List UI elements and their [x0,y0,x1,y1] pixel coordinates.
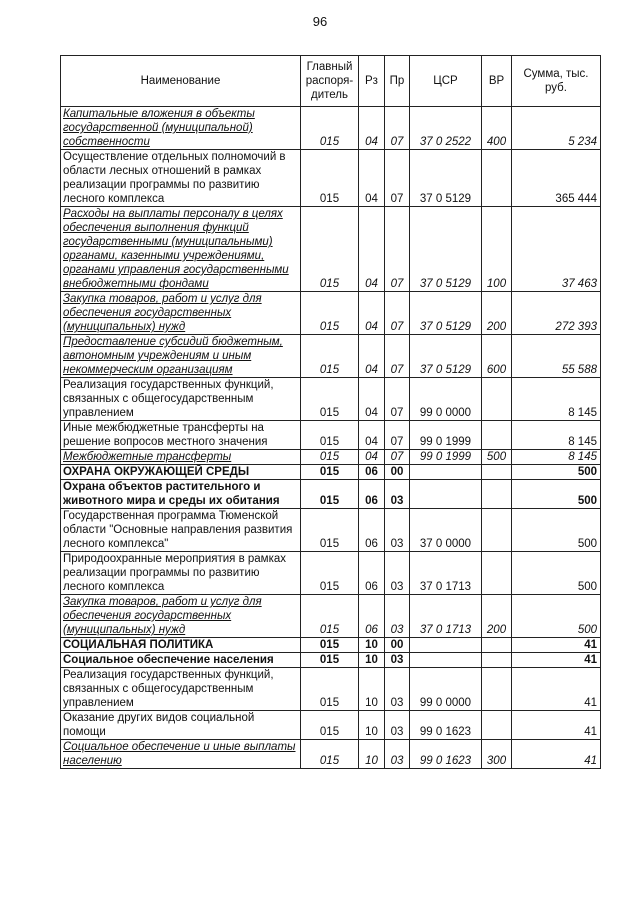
cell-admin: 015 [301,711,359,740]
table-row [61,595,601,638]
header-vr: ВР [482,56,512,107]
table-row [61,378,601,421]
cell-admin: 015 [301,552,359,595]
cell-rz: 06 [359,509,385,552]
cell-admin: 015 [301,207,359,292]
cell-vr [482,378,512,421]
cell-admin: 015 [301,595,359,638]
table-row [61,335,601,378]
cell-rz: 04 [359,207,385,292]
cell-pr: 07 [385,335,410,378]
cell-sum: 500 [512,465,601,480]
cell-pr: 03 [385,668,410,711]
cell-admin: 015 [301,107,359,150]
table-row [61,668,601,711]
cell-csr: 37 0 5129 [410,292,482,335]
cell-admin: 015 [301,450,359,465]
row-name: Осуществление отдельных полномочий в области лесных отношений в рамках реализации программы по развитию лесного комплекса [63,151,286,205]
row-name: Государственная программа Тюменской области "Основные направления развития лесного комплекса" [63,510,293,550]
cell-admin: 015 [301,668,359,711]
cell-sum: 37 463 [512,207,601,292]
cell-pr: 07 [385,421,410,450]
row-name: Природоохранные мероприятия в рамках реализации программы по развитию лесного комплекса [63,553,287,593]
cell-csr: 37 0 2522 [410,107,482,150]
row-name: ОХРАНА ОКРУЖАЮЩЕЙ СРЕДЫ [63,466,250,478]
header-sum: Сумма, тыс. руб. [512,56,601,107]
cell-vr [482,421,512,450]
table-row [61,421,601,450]
table-row [61,711,601,740]
cell-name [61,480,301,509]
cell-rz: 10 [359,740,385,769]
cell-sum: 41 [512,668,601,711]
cell-pr: 03 [385,595,410,638]
cell-name [61,292,301,335]
cell-pr: 03 [385,653,410,668]
row-name: Расходы на выплаты персоналу в целях обеспечения выполнения функций государственными (муниципальными) органами, казенными учреждениями, органами управления государственными внебюджетными фондами [63,208,289,290]
cell-rz: 10 [359,711,385,740]
cell-name [61,668,301,711]
cell-sum: 41 [512,638,601,653]
cell-pr: 07 [385,292,410,335]
cell-rz: 06 [359,465,385,480]
cell-rz: 04 [359,421,385,450]
row-name: Межбюджетные трансферты [63,451,232,463]
cell-pr: 03 [385,740,410,769]
cell-vr: 200 [482,595,512,638]
cell-sum: 55 588 [512,335,601,378]
cell-sum: 500 [512,552,601,595]
row-name: Закупка товаров, работ и услуг для обеспечения государственных (муниципальных) нужд [63,596,262,636]
budget-table [60,55,601,769]
cell-sum: 41 [512,740,601,769]
header-pr: Пр [385,56,410,107]
cell-pr: 03 [385,711,410,740]
cell-rz: 10 [359,653,385,668]
cell-pr: 07 [385,207,410,292]
row-name: Капитальные вложения в объекты государственной (муниципальной) собственности [63,108,255,148]
cell-sum: 500 [512,595,601,638]
cell-csr: 37 0 1713 [410,595,482,638]
row-name: Оказание других видов социальной помощи [63,712,255,738]
cell-vr: 100 [482,207,512,292]
cell-name [61,638,301,653]
cell-pr: 07 [385,450,410,465]
cell-rz: 04 [359,450,385,465]
cell-csr: 99 0 1623 [410,740,482,769]
cell-rz: 04 [359,335,385,378]
cell-pr: 00 [385,638,410,653]
cell-rz: 06 [359,552,385,595]
row-name: Закупка товаров, работ и услуг для обеспечения государственных (муниципальных) нужд [63,293,262,333]
row-name: СОЦИАЛЬНАЯ ПОЛИТИКА [63,639,214,651]
cell-pr: 07 [385,107,410,150]
table-row [61,107,601,150]
row-name: Реализация государственных функций, связанных с общегосударственным управлением [63,379,274,419]
cell-pr: 03 [385,552,410,595]
table-row [61,450,601,465]
cell-admin: 015 [301,740,359,769]
cell-admin: 015 [301,653,359,668]
table-header-row [61,56,601,107]
cell-csr: 99 0 1999 [410,450,482,465]
header-name: Наименование [61,56,301,107]
cell-pr: 07 [385,378,410,421]
page-number: 96 [312,14,328,29]
cell-vr [482,150,512,207]
cell-sum: 5 234 [512,107,601,150]
cell-admin: 015 [301,378,359,421]
cell-csr: 99 0 1999 [410,421,482,450]
cell-name [61,595,301,638]
cell-name [61,150,301,207]
cell-name [61,509,301,552]
cell-sum: 272 393 [512,292,601,335]
cell-rz: 06 [359,595,385,638]
table-row [61,207,601,292]
cell-pr: 03 [385,509,410,552]
cell-csr [410,638,482,653]
cell-pr: 07 [385,150,410,207]
cell-rz: 06 [359,480,385,509]
cell-admin: 015 [301,335,359,378]
cell-vr [482,509,512,552]
cell-csr: 37 0 5129 [410,207,482,292]
cell-sum: 8 145 [512,378,601,421]
cell-vr [482,638,512,653]
cell-admin: 015 [301,150,359,207]
cell-sum: 500 [512,509,601,552]
cell-sum: 8 145 [512,450,601,465]
cell-csr: 99 0 0000 [410,668,482,711]
table-row [61,150,601,207]
table-row [61,509,601,552]
cell-name [61,740,301,769]
cell-name [61,421,301,450]
cell-admin: 015 [301,509,359,552]
table-row [61,653,601,668]
cell-pr: 00 [385,465,410,480]
cell-name [61,207,301,292]
cell-csr: 99 0 0000 [410,378,482,421]
cell-csr: 37 0 5129 [410,335,482,378]
cell-rz: 04 [359,292,385,335]
cell-rz: 04 [359,150,385,207]
cell-sum: 41 [512,653,601,668]
row-name: Социальное обеспечение и иные выплаты населению [63,741,296,767]
cell-csr: 37 0 0000 [410,509,482,552]
cell-sum: 41 [512,711,601,740]
table-row [61,638,601,653]
cell-name [61,711,301,740]
cell-sum: 8 145 [512,421,601,450]
cell-vr: 200 [482,292,512,335]
table-row [61,480,601,509]
cell-name [61,552,301,595]
cell-csr: 37 0 1713 [410,552,482,595]
table-row [61,552,601,595]
cell-csr: 99 0 1623 [410,711,482,740]
cell-vr: 500 [482,450,512,465]
cell-rz: 04 [359,107,385,150]
table-row [61,465,601,480]
cell-vr [482,653,512,668]
row-name: Предоставление субсидий бюджетным, автономным учреждениям и иным некоммерческим организациям [63,336,283,376]
cell-admin: 015 [301,638,359,653]
cell-pr: 03 [385,480,410,509]
cell-rz: 10 [359,638,385,653]
cell-sum: 500 [512,480,601,509]
cell-name [61,378,301,421]
cell-vr: 600 [482,335,512,378]
cell-vr: 300 [482,740,512,769]
cell-sum: 365 444 [512,150,601,207]
cell-vr: 400 [482,107,512,150]
cell-vr [482,465,512,480]
cell-rz: 10 [359,668,385,711]
table-row [61,740,601,769]
cell-csr: 37 0 5129 [410,150,482,207]
row-name: Иные межбюджетные трансферты на решение вопросов местного значения [63,422,268,448]
header-rz: Рз [359,56,385,107]
cell-name [61,450,301,465]
cell-name [61,335,301,378]
cell-name [61,653,301,668]
cell-name [61,107,301,150]
cell-vr [482,668,512,711]
row-name: Социальное обеспечение населения [63,654,274,666]
cell-csr [410,653,482,668]
cell-vr [482,711,512,740]
cell-admin: 015 [301,421,359,450]
row-name: Реализация государственных функций, связанных с общегосударственным управлением [63,669,274,709]
cell-name [61,465,301,480]
cell-csr [410,465,482,480]
cell-admin: 015 [301,465,359,480]
cell-rz: 04 [359,378,385,421]
cell-admin: 015 [301,480,359,509]
row-name: Охрана объектов растительного и животного мира и среды их обитания [63,481,280,507]
cell-vr [482,552,512,595]
header-admin: Главный распоря-дитель [301,56,359,107]
table-row [61,292,601,335]
cell-vr [482,480,512,509]
cell-csr [410,480,482,509]
header-csr: ЦСР [410,56,482,107]
cell-admin: 015 [301,292,359,335]
